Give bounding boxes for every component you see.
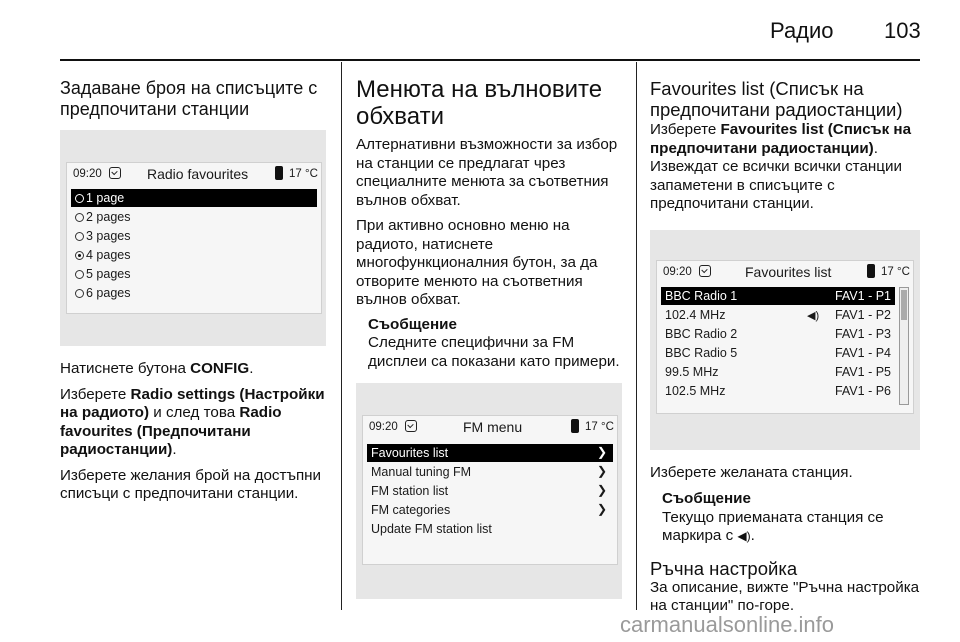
station-slot: FAV1 - P3 xyxy=(834,326,891,341)
station-name: 99.5 MHz xyxy=(665,364,719,379)
menu-item-label: Update FM station list xyxy=(371,522,492,536)
text: . xyxy=(873,139,878,157)
watermark: carmanualsonline.info xyxy=(620,612,835,637)
text: Изберете xyxy=(650,121,721,138)
menu-name-favourites-list: Favourites list (Списък на предпочитани радиостанции) xyxy=(650,121,912,157)
station-name: 102.4 MHz xyxy=(665,307,726,322)
page-number: 103 xyxy=(884,18,921,43)
display-favourites-list xyxy=(656,260,914,414)
list-item[interactable] xyxy=(71,227,317,245)
list-item-label: 3 pages xyxy=(86,229,131,243)
menu-item-label: FM categories xyxy=(371,503,451,517)
display-fm-menu xyxy=(362,415,618,565)
radio-button-icon xyxy=(75,213,84,222)
menu-item[interactable] xyxy=(367,520,613,538)
chevron-right-icon: ❯ xyxy=(596,502,607,516)
scrollbar-thumb[interactable] xyxy=(901,290,907,320)
station-slot: FAV1 - P6 xyxy=(834,383,891,398)
clock-time: 09:20 xyxy=(369,421,398,433)
text: . xyxy=(172,441,177,458)
station-row[interactable] xyxy=(661,287,895,305)
paragraph-select-favourites-list xyxy=(650,121,922,158)
menu-item-label: Favourites list xyxy=(371,446,449,460)
clock-icon xyxy=(405,420,417,432)
text: . xyxy=(249,360,254,377)
display-status-bar xyxy=(363,416,617,438)
temperature: 17 °C xyxy=(289,168,318,180)
list-item[interactable] xyxy=(71,284,317,302)
paragraph-select-count: Изберете желания брой на достъпни списъци с предпочитани станции. xyxy=(60,466,322,502)
station-row[interactable] xyxy=(661,382,895,400)
clock-time: 09:20 xyxy=(73,168,102,180)
menu-name-radio-settings: Radio settings (Настройки на радиото) xyxy=(60,385,325,421)
clock-icon xyxy=(109,167,121,179)
station-row[interactable] xyxy=(661,306,895,324)
display-status-bar xyxy=(67,163,321,185)
list-item[interactable] xyxy=(71,189,317,207)
text: Натиснете бутона xyxy=(60,360,191,377)
note-block xyxy=(662,490,922,546)
thermometer-icon xyxy=(867,264,875,278)
radio-button-icon xyxy=(75,289,84,298)
note-block xyxy=(368,316,622,372)
paragraph-select-station: Изберете желаната станция. xyxy=(650,463,853,481)
column-2 xyxy=(356,76,622,599)
list-item-label: 2 pages xyxy=(86,210,131,224)
clock-icon xyxy=(699,265,711,277)
station-slot: FAV1 - P2 xyxy=(834,307,891,322)
temperature: 17 °C xyxy=(881,265,910,278)
note-text xyxy=(662,509,922,546)
list-item-label: 5 pages xyxy=(86,267,131,281)
speaker-icon: ◀) xyxy=(737,529,751,543)
screen-panel-favourites-list xyxy=(650,230,920,450)
radio-button-icon xyxy=(75,194,84,203)
column-3 xyxy=(650,78,922,616)
menu-item[interactable] xyxy=(367,501,613,519)
column-divider-left xyxy=(341,62,342,610)
section-heading-waveband-menus: Менюта на вълновите обхвати xyxy=(356,76,603,130)
paragraph-manual-tuning-ref: За описание, вижте "Ръчна настройка на станции" по-горе. xyxy=(650,578,920,614)
thermometer-icon xyxy=(275,166,283,180)
station-row[interactable] xyxy=(661,325,895,343)
chevron-right-icon: ❯ xyxy=(596,483,607,497)
station-row[interactable] xyxy=(661,363,895,381)
chevron-right-icon: ❯ xyxy=(596,445,607,459)
station-name: BBC Radio 5 xyxy=(665,345,738,360)
note-text: Следните специфични за FM дисплеи са показани като примери. xyxy=(368,334,620,370)
list-item-label: 4 pages xyxy=(86,248,131,262)
menu-name-radio-favourites: Radio favourites (Предпочитани радиостанции) xyxy=(60,404,282,458)
list-item-label: 6 pages xyxy=(86,286,131,300)
menu-item[interactable] xyxy=(367,482,613,500)
station-slot: FAV1 - P5 xyxy=(834,364,891,379)
list-item-label: 1 page xyxy=(86,191,125,205)
text: Текущо приеманата станция се маркира с xyxy=(662,508,884,544)
display-title: FM menu xyxy=(463,419,523,435)
column-divider-right xyxy=(636,62,637,610)
page-header-title: Радио xyxy=(770,18,834,43)
section-heading-favourites-list: Favourites list (Списък на предпочитани радиостанции) xyxy=(650,78,903,120)
thermometer-icon xyxy=(571,419,579,433)
menu-item[interactable] xyxy=(367,444,613,462)
paragraph-alternatives: Алтернативни възможности за избор на станции се предлагат чрез специалните менюта за съответния вълнов обхват. xyxy=(356,136,618,209)
menu-item[interactable] xyxy=(367,463,613,481)
text: Изберете xyxy=(60,385,131,403)
section-heading-manual-tuning: Ръчна настройка xyxy=(650,557,798,579)
section-heading-favourites-count: Задаване броя на списъците с предпочитани станции xyxy=(60,78,318,119)
station-name: BBC Radio 2 xyxy=(665,326,738,341)
temperature: 17 °C xyxy=(585,421,614,433)
text: и след това xyxy=(149,404,240,421)
column-1 xyxy=(60,78,328,504)
list-item[interactable] xyxy=(71,265,317,283)
display-title: Favourites list xyxy=(745,263,832,280)
note-title: Съобщение xyxy=(662,490,751,507)
menu-item-label: Manual tuning FM xyxy=(371,465,472,479)
paragraph-open-menu: При активно основно меню на радиото, натиснете многофункционалния бутон, за да отворите менюто на съответния вълнов обхват. xyxy=(356,217,598,308)
screen-panel-radio-favourites xyxy=(60,130,326,346)
list-item[interactable] xyxy=(71,246,317,264)
display-radio-favourites xyxy=(66,162,322,314)
screen-panel-fm-menu xyxy=(356,383,622,599)
station-slot: FAV1 - P4 xyxy=(834,345,891,360)
button-name-config: CONFIG xyxy=(190,360,250,377)
note-title: Съобщение xyxy=(368,315,457,333)
list-item[interactable] xyxy=(71,208,317,226)
station-name: BBC Radio 1 xyxy=(665,288,738,303)
paragraph-select-settings xyxy=(60,386,328,460)
station-row[interactable] xyxy=(661,344,895,362)
header-rule xyxy=(60,59,920,61)
display-status-bar xyxy=(657,261,913,283)
radio-button-icon xyxy=(75,270,84,279)
paragraph-press-config xyxy=(60,360,328,379)
chevron-right-icon: ❯ xyxy=(596,464,607,478)
station-name: 102.5 MHz xyxy=(665,383,726,398)
display-title: Radio favourites xyxy=(147,166,249,182)
radio-button-icon xyxy=(75,232,84,241)
list-scrollbar[interactable] xyxy=(899,287,909,405)
clock-time: 09:20 xyxy=(663,265,692,278)
paragraph-all-stations: Извеждат се всички всички станции запаметени в списъците с предпочитани станции. xyxy=(650,158,902,212)
text: . xyxy=(750,527,755,544)
speaker-icon: ◀) xyxy=(807,309,820,322)
station-slot: FAV1 - P1 xyxy=(834,288,891,303)
radio-button-icon xyxy=(75,251,84,260)
menu-item-label: FM station list xyxy=(371,484,449,498)
